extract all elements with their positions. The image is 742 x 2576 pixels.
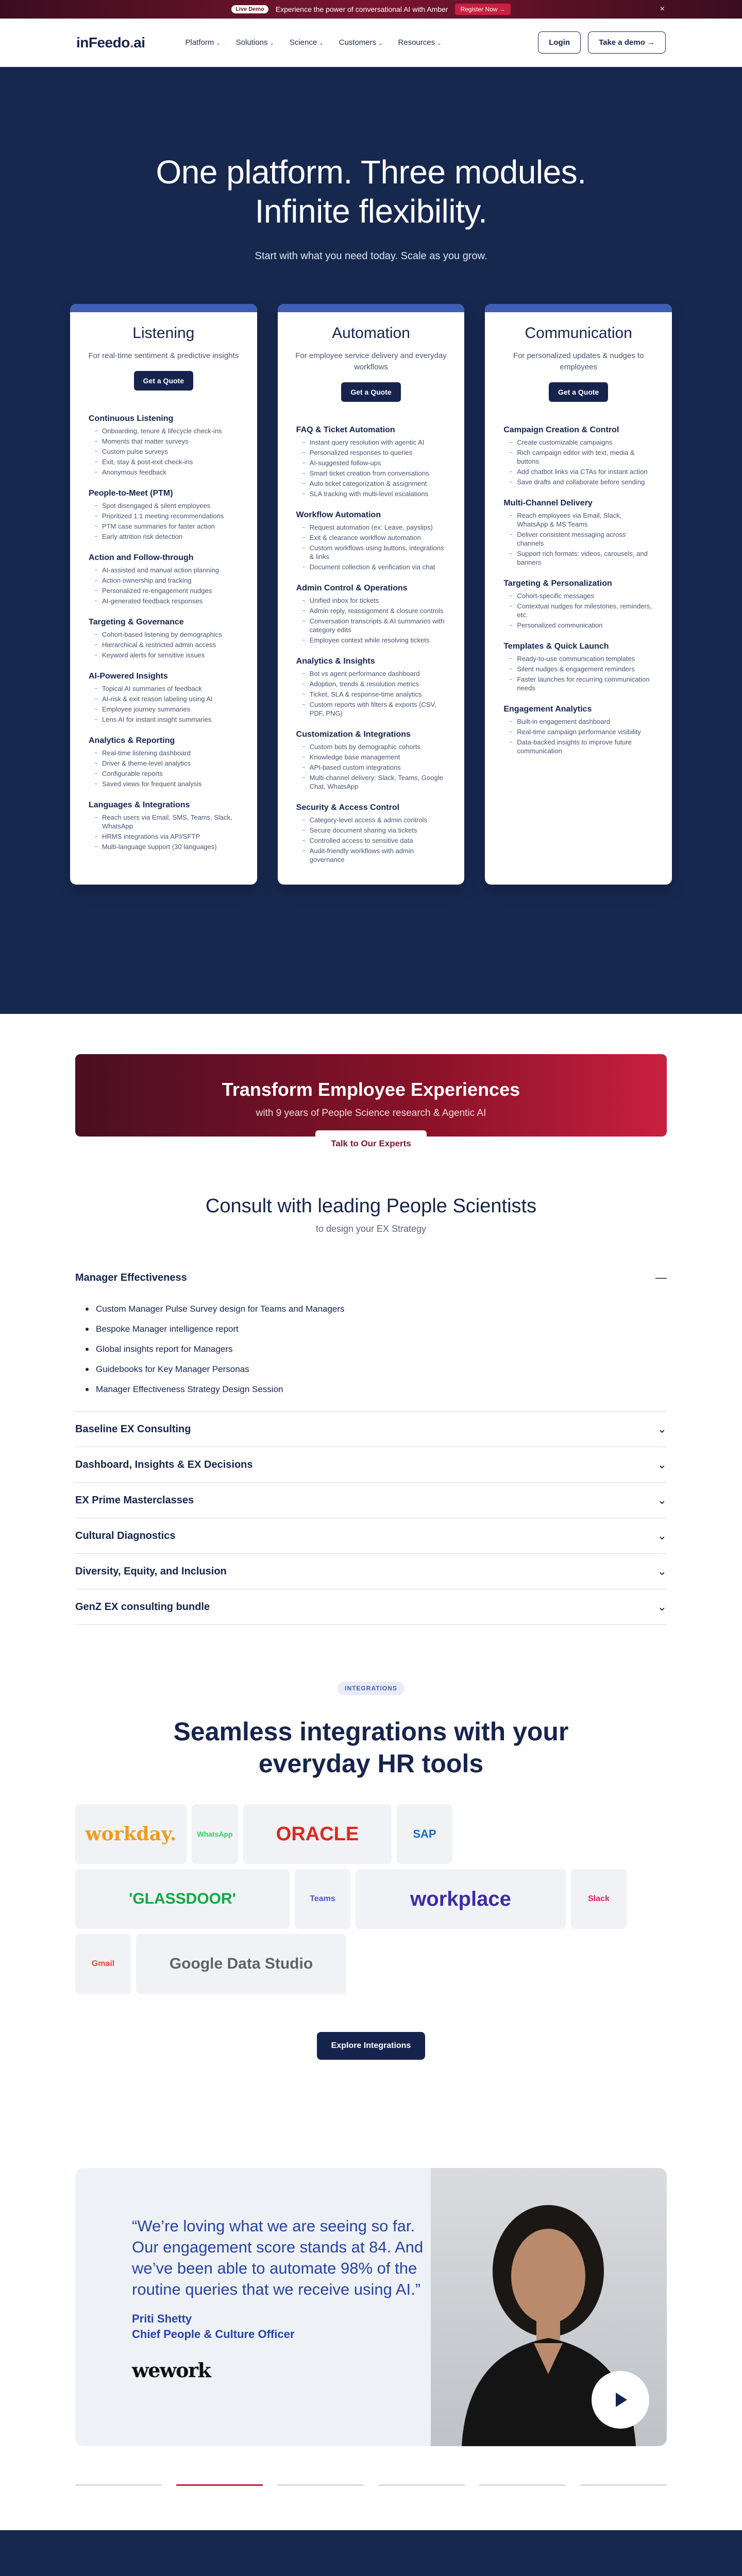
talk-to-experts-button[interactable]: Talk to Our Experts: [315, 1130, 427, 1157]
feature-group-title: Action and Follow-through: [89, 553, 194, 562]
accordion-item-cultural-diagnostics: [75, 1518, 667, 1554]
feature-item: Custom workflows using buttons, integrations & links: [296, 544, 446, 561]
feature-item: Audit-friendly workflows with admin governance: [296, 846, 446, 864]
feature-group: [503, 705, 653, 755]
module-header: [485, 312, 672, 413]
modules-grid: [70, 304, 672, 885]
feature-item: Real-time campaign performance visibility: [503, 727, 653, 736]
feature-item: Deliver consistent messaging across channels: [503, 530, 653, 548]
feature-item: Cohort-specific messages: [503, 591, 653, 600]
feature-item: Exit & clearance workflow automation: [296, 533, 446, 542]
feature-group-title: Targeting & Governance: [89, 618, 184, 626]
nav-item-solutions[interactable]: Solutions ⌄: [235, 38, 274, 47]
accordion-header[interactable]: Manager Effectiveness —: [75, 1271, 667, 1284]
feature-group-title: Security & Access Control: [296, 803, 400, 812]
accordion-item-ex-prime-masterclasses: [75, 1483, 667, 1518]
testimonial-photo: [431, 2168, 667, 2446]
accordion-header[interactable]: [75, 1447, 667, 1482]
feature-item: Configurable reports: [89, 769, 239, 778]
accordion-title: EX Prime Masterclasses: [75, 1494, 194, 1506]
announcement-bar: [0, 0, 742, 19]
feature-item: Employee context while resolving tickets: [296, 636, 446, 645]
integration-logos: [75, 1804, 667, 1994]
chevron-down-icon: ⌄: [319, 41, 324, 46]
feature-item: Controlled access to sensitive data: [296, 836, 446, 845]
play-icon: [611, 2390, 630, 2410]
accordion-header[interactable]: [75, 1518, 667, 1553]
accordion-list-item: Guidebooks for Key Manager Personas: [86, 1363, 667, 1376]
nav-item-platform[interactable]: Platform ⌄: [185, 38, 221, 47]
carousel-indicator[interactable]: [75, 2484, 162, 2486]
feature-item: Cohort-based listening by demographics: [89, 630, 239, 639]
nav-item-resources[interactable]: Resources ⌄: [398, 38, 442, 47]
feature-group: [89, 618, 239, 659]
chevron-down-icon[interactable]: ⌄: [657, 1529, 667, 1542]
chevron-down-icon: ⌄: [378, 41, 383, 46]
feature-group-title: Campaign Creation & Control: [503, 426, 619, 434]
get-quote-button[interactable]: Get a Quote: [341, 382, 400, 402]
feature-item: AI-assisted and manual action planning: [89, 566, 239, 574]
feature-item: Auto ticket categorization & assignment: [296, 479, 446, 488]
feature-item: Smart ticket creation from conversations: [296, 469, 446, 478]
feature-group-title: Continuous Listening: [89, 414, 174, 423]
accordion-header[interactable]: [75, 1589, 667, 1624]
consult-accordion: [75, 1260, 667, 1625]
feature-item: Faster launches for recurring communication needs: [503, 675, 653, 692]
module-accent-bar: [70, 304, 257, 312]
integration-logo-workday[interactable]: workday.: [75, 1804, 187, 1864]
feature-item: HRMS integrations via API/SFTP: [89, 832, 239, 841]
feature-item: Add chatbot links via CTAs for instant action: [503, 467, 653, 476]
feature-group: [503, 426, 653, 486]
feature-item: AI-generated feedback responses: [89, 597, 239, 605]
chevron-down-icon: ⌄: [269, 41, 274, 46]
feature-item: Bot vs agent performance dashboard: [296, 669, 446, 678]
feature-item: Hierarchical & restricted admin access: [89, 640, 239, 649]
integrations-pill: INTEGRATIONS: [338, 1682, 404, 1695]
feature-group: [296, 803, 446, 864]
feature-group: [296, 511, 446, 571]
feature-item: Onboarding, tenure & lifecycle check-ins: [89, 427, 239, 435]
consult-title: Consult with leading People Scientists: [205, 1195, 537, 1217]
carousel-indicator[interactable]: [176, 2484, 263, 2486]
feature-item: Silent nudges & engagement reminders: [503, 665, 653, 673]
integration-logo-teams[interactable]: Teams: [295, 1869, 350, 1929]
feature-group: [89, 736, 239, 788]
module-description: For employee service delivery and everyday workflows: [295, 351, 447, 371]
feature-group-title: Admin Control & Operations: [296, 584, 408, 592]
module-description: For personalized updates & nudges to employees: [513, 351, 644, 371]
module-card-listening: [70, 304, 257, 885]
feature-item: Secure document sharing via tickets: [296, 826, 446, 835]
feature-item: SLA tracking with multi-level escalations: [296, 489, 446, 498]
feature-item: Ticket, SLA & response-time analytics: [296, 690, 446, 699]
banner-title: Transform Employee Experiences: [222, 1079, 520, 1100]
carousel-progress: [75, 2484, 667, 2486]
module-title: Automation: [332, 325, 410, 342]
integrations-section: [0, 1625, 742, 2060]
feature-item: Multi-channel delivery: Slack, Teams, Google Chat, WhatsApp: [296, 773, 446, 791]
feature-item: Request automation (ex: Leave, payslips): [296, 523, 446, 532]
module-features: [278, 426, 465, 885]
nav-item-science[interactable]: Science ⌄: [289, 38, 324, 47]
company-logo: wework: [132, 2359, 211, 2382]
module-accent-bar: [278, 304, 465, 312]
feature-item: Data-backed insights to improve future communication: [503, 738, 653, 755]
testimonial-quote: “We’re loving what we are seeing so far. Our engagement score stands at 84. And we’ve been able to automate 98% of the routine queries that we receive using AI.”: [132, 2217, 424, 2298]
feature-item: Personalized communication: [503, 621, 653, 630]
feature-item: Lens AI for instant insight summaries: [89, 715, 239, 724]
feature-group-title: People-to-Meet (PTM): [89, 489, 173, 498]
feature-item: Unified inbox for tickets: [296, 596, 446, 605]
module-description: For real-time sentiment & predictive insights: [88, 351, 239, 360]
get-quote-button[interactable]: Get a Quote: [134, 371, 193, 391]
chevron-down-icon[interactable]: ⌄: [657, 1458, 667, 1471]
feature-item: API-based custom integrations: [296, 763, 446, 772]
integration-logo-workplace[interactable]: workplace: [356, 1869, 566, 1929]
testimonial-name: Priti Shetty: [132, 2312, 192, 2325]
module-title: Communication: [525, 325, 632, 342]
feature-group: [503, 642, 653, 692]
feature-item: Custom pulse surveys: [89, 447, 239, 456]
feature-group-title: Analytics & Reporting: [89, 736, 175, 745]
feature-item: AI-risk & exit reason labeling using AI: [89, 694, 239, 703]
integration-logo-oracle[interactable]: ORACLE: [243, 1804, 392, 1864]
chevron-down-icon[interactable]: ⌄: [657, 1494, 667, 1506]
login-button[interactable]: Login: [538, 31, 581, 54]
feature-item: Topical AI summaries of feedback: [89, 684, 239, 693]
feature-group: [89, 801, 239, 851]
accordion-item-open: [75, 1260, 667, 1412]
feature-group-title: Languages & Integrations: [89, 801, 190, 809]
feature-item: Employee journey summaries: [89, 705, 239, 714]
transform-banner: [75, 1054, 667, 1148]
feature-item: AI-suggested follow-ups: [296, 459, 446, 467]
feature-item: Anonymous feedback: [89, 468, 239, 477]
feature-group-title: Templates & Quick Launch: [503, 642, 609, 651]
chevron-down-icon[interactable]: ⌄: [657, 1565, 667, 1578]
feature-item: Contextual nudges for milestones, reminders, etc.: [503, 602, 653, 619]
feature-group: [503, 579, 653, 630]
feature-item: Prioritized 1:1 meeting recommendations: [89, 512, 239, 520]
integration-logo-whatsapp[interactable]: WhatsApp: [192, 1804, 238, 1864]
feature-item: Reach employees via Email, Slack, WhatsApp & MS Teams: [503, 511, 653, 529]
module-header: [70, 312, 257, 402]
chevron-down-icon[interactable]: ⌄: [657, 1422, 667, 1435]
module-card-communication: [485, 304, 672, 885]
feature-item: Moments that matter surveys: [89, 437, 239, 446]
feature-item: Custom bots by demographic cohorts: [296, 742, 446, 751]
accordion-item-dashboard-insights-ex-decisions: [75, 1447, 667, 1483]
hero-subtitle: Start with what you need today. Scale as you grow.: [255, 250, 487, 262]
feature-group: [89, 553, 239, 605]
feature-item: Early attrition risk detection: [89, 532, 239, 541]
feature-item: Support rich formats: videos, carousels, and banners: [503, 549, 653, 567]
live-demo-tag: Live Demo: [231, 5, 268, 13]
feature-item: Conversation transcripts & AI summaries with category edits: [296, 617, 446, 634]
hero-section: [0, 67, 742, 1014]
carousel-indicator[interactable]: [277, 2484, 364, 2486]
feature-item: Spot disengaged & silent employees: [89, 501, 239, 510]
feature-group: [89, 672, 239, 724]
accordion-title: Dashboard, Insights & EX Decisions: [75, 1459, 253, 1470]
accordion-list-item: Custom Manager Pulse Survey design for Teams and Managers: [86, 1303, 667, 1315]
feature-item: Reach users via Email, SMS, Teams, Slack, WhatsApp: [89, 813, 239, 831]
accordion-title: Baseline EX Consulting: [75, 1423, 191, 1435]
feature-item: Real-time listening dashboard: [89, 749, 239, 757]
feature-item: PTM case summaries for faster action: [89, 522, 239, 531]
announcement-text: Experience the power of conversational AI with Amber: [275, 5, 448, 13]
hero-title: One platform. Three modules. Infinite flexibility.: [156, 154, 586, 230]
take-demo-button[interactable]: Take a demo →: [588, 31, 666, 54]
feature-item: Ready-to-use communication templates: [503, 654, 653, 663]
chevron-down-icon[interactable]: ⌄: [657, 1600, 667, 1613]
collapse-icon[interactable]: —: [655, 1271, 667, 1284]
testimonial-card: [75, 2168, 667, 2446]
register-now-button[interactable]: Register Now →: [455, 4, 510, 15]
accordion-item-genz-ex-consulting-bundle: [75, 1589, 667, 1625]
feature-item: Adoption, trends & resolution metrics: [296, 680, 446, 688]
close-icon[interactable]: ×: [660, 5, 665, 13]
integration-logo-slack[interactable]: Slack: [571, 1869, 627, 1929]
integration-logo-gmail[interactable]: Gmail: [75, 1934, 131, 1994]
chevron-down-icon: ⌄: [216, 41, 221, 46]
feature-item: Custom reports with filters & exports (CSV, PDF, PNG): [296, 700, 446, 718]
nav-item-customers[interactable]: Customers ⌄: [339, 38, 383, 47]
feature-group-title: AI-Powered Insights: [89, 672, 168, 681]
accordion-list-item: Global insights report for Managers: [86, 1343, 667, 1355]
module-accent-bar: [485, 304, 672, 312]
carousel-indicator[interactable]: [580, 2484, 667, 2486]
integration-logo-glassdoor[interactable]: 'GLASSDOOR': [75, 1869, 290, 1929]
feature-group: [296, 584, 446, 645]
feature-item: Instant query resolution with agentic AI: [296, 438, 446, 447]
accordion-title: GenZ EX consulting bundle: [75, 1601, 210, 1613]
feature-item: Built-in engagement dashboard: [503, 717, 653, 726]
integration-logo-sap[interactable]: SAP: [397, 1804, 452, 1864]
integration-logo-google-data-studio[interactable]: Google Data Studio: [136, 1934, 346, 1994]
footer: [0, 2530, 742, 2576]
feature-group-title: FAQ & Ticket Automation: [296, 426, 395, 434]
accordion-list-item: Manager Effectiveness Strategy Design Session: [86, 1383, 667, 1396]
feature-group: [89, 489, 239, 541]
get-quote-button[interactable]: Get a Quote: [549, 382, 608, 402]
module-features: [70, 414, 257, 872]
accordion-header[interactable]: [75, 1412, 667, 1447]
accordion-title: Cultural Diagnostics: [75, 1530, 176, 1541]
feature-item: Knowledge base management: [296, 753, 446, 761]
feature-item: Rich campaign editor with text, media & buttons: [503, 448, 653, 466]
feature-group-title: Multi-Channel Delivery: [503, 499, 593, 507]
feature-item: Admin reply, reassignment & closure controls: [296, 606, 446, 615]
brand-logo[interactable]: inFeedo.ai: [76, 34, 145, 50]
accordion-header[interactable]: [75, 1483, 667, 1518]
carousel-indicator[interactable]: [479, 2484, 566, 2486]
module-title: Listening: [132, 325, 195, 342]
nav-menu: [185, 38, 441, 47]
feature-group-title: Engagement Analytics: [503, 705, 592, 714]
feature-group: [503, 499, 653, 567]
banner-subtitle: with 9 years of People Science research & Agentic AI: [256, 1108, 486, 1118]
feature-group: [296, 657, 446, 718]
feature-group: [296, 426, 446, 498]
feature-item: Personalized responses to queries: [296, 448, 446, 457]
feature-item: Keyword alerts for sensitive issues: [89, 651, 239, 659]
accordion-item-diversity-equity-and-inclusion: [75, 1554, 667, 1589]
main-nav: [0, 19, 742, 67]
carousel-indicator[interactable]: [378, 2484, 465, 2486]
feature-item: Personalized re-engagement nudges: [89, 586, 239, 595]
feature-item: Save drafts and collaborate before sending: [503, 478, 653, 486]
feature-group-title: Analytics & Insights: [296, 657, 375, 666]
feature-item: Document collection & verification via chat: [296, 563, 446, 571]
accordion-header[interactable]: [75, 1554, 667, 1589]
chevron-down-icon: ⌄: [437, 41, 442, 46]
feature-item: Multi-language support (30 languages): [89, 842, 239, 851]
module-features: [485, 426, 672, 776]
accordion-item-baseline-ex-consulting: [75, 1412, 667, 1447]
feature-item: Saved views for frequent analysis: [89, 779, 239, 788]
feature-item: Create customizable campaigns: [503, 438, 653, 447]
feature-group-title: Targeting & Personalization: [503, 579, 612, 588]
feature-item: Exit, stay & post-exit check-ins: [89, 457, 239, 466]
integrations-title: Seamless integrations with your everyday HR tools: [173, 1717, 569, 1778]
feature-group-title: Customization & Integrations: [296, 730, 411, 739]
module-card-automation: [278, 304, 465, 885]
feature-item: Action ownership and tracking: [89, 576, 239, 585]
explore-integrations-button[interactable]: Explore Integrations: [317, 2032, 426, 2060]
feature-group: [296, 730, 446, 791]
accordion-list-item: Bespoke Manager intelligence report: [86, 1323, 667, 1335]
feature-group: [89, 414, 239, 477]
feature-group-title: Workflow Automation: [296, 511, 381, 519]
testimonial-role: Chief People & Culture Officer: [132, 2328, 295, 2341]
accordion-title: Diversity, Equity, and Inclusion: [75, 1565, 227, 1577]
play-video-button[interactable]: [592, 2371, 649, 2429]
feature-item: Category-level access & admin controls: [296, 816, 446, 824]
feature-item: Driver & theme-level analytics: [89, 759, 239, 768]
consult-subtitle: to design your EX Strategy: [315, 1224, 427, 1234]
module-header: [278, 312, 465, 413]
